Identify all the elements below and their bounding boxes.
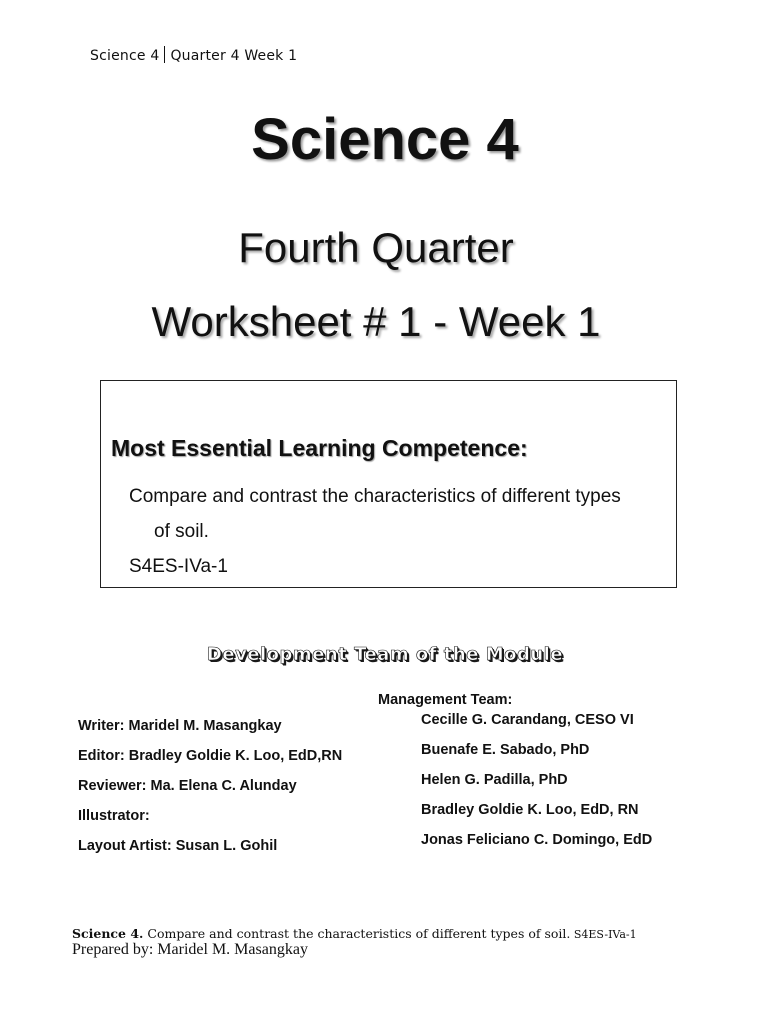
document-title: Science 4 [251,107,519,172]
team-writer: Writer: Maridel M. Masangkay [78,718,282,734]
footer-code: S4ES-IVa-1 [570,928,637,941]
management-team-list [421,710,652,860]
team-illustrator: Illustrator: [78,808,150,824]
competence-text-line-2: of soil. [154,521,209,542]
footer-text: Compare and contrast the characteristics of different types of soil. [143,926,571,941]
footer-subject: Science 4. [72,926,144,941]
competence-text [129,479,669,584]
development-team-list [78,716,342,866]
management-team-title: Management Team: [378,692,513,708]
document-subtitle-worksheet: Worksheet # 1 - Week 1 [151,298,601,345]
management-member: Jonas Feliciano C. Domingo, EdD [421,832,653,848]
header-subject: Science 4 [90,48,160,64]
team-editor: Editor: Bradley Goldie K. Loo, EdD,RN [78,748,343,764]
footer-prepared-by: Prepared by: Maridel M. Masangkay [72,941,308,958]
team-reviewer: Reviewer: Ma. Elena C. Alunday [78,778,297,794]
page-header [90,46,297,64]
competence-box [100,380,677,588]
team-layout-artist: Layout Artist: Susan L. Gohil [78,838,278,854]
competence-heading: Most Essential Learning Competence: [111,435,528,461]
header-separator [164,46,165,63]
document-subtitle-quarter: Fourth Quarter [238,224,514,271]
management-member: Buenafe E. Sabado, PhD [421,742,590,758]
management-member: Bradley Goldie K. Loo, EdD, RN [421,802,639,818]
header-quarter-week: Quarter 4 Week 1 [170,48,298,64]
footer-description [72,926,637,941]
management-member: Helen G. Padilla, PhD [421,772,568,788]
competence-code: S4ES-IVa-1 [129,556,228,577]
competence-text-line-1: Compare and contrast the characteristics of different types [129,486,621,507]
management-member: Cecille G. Carandang, CESO VI [421,712,634,728]
development-team-heading: Development Team of the Module [206,644,564,665]
